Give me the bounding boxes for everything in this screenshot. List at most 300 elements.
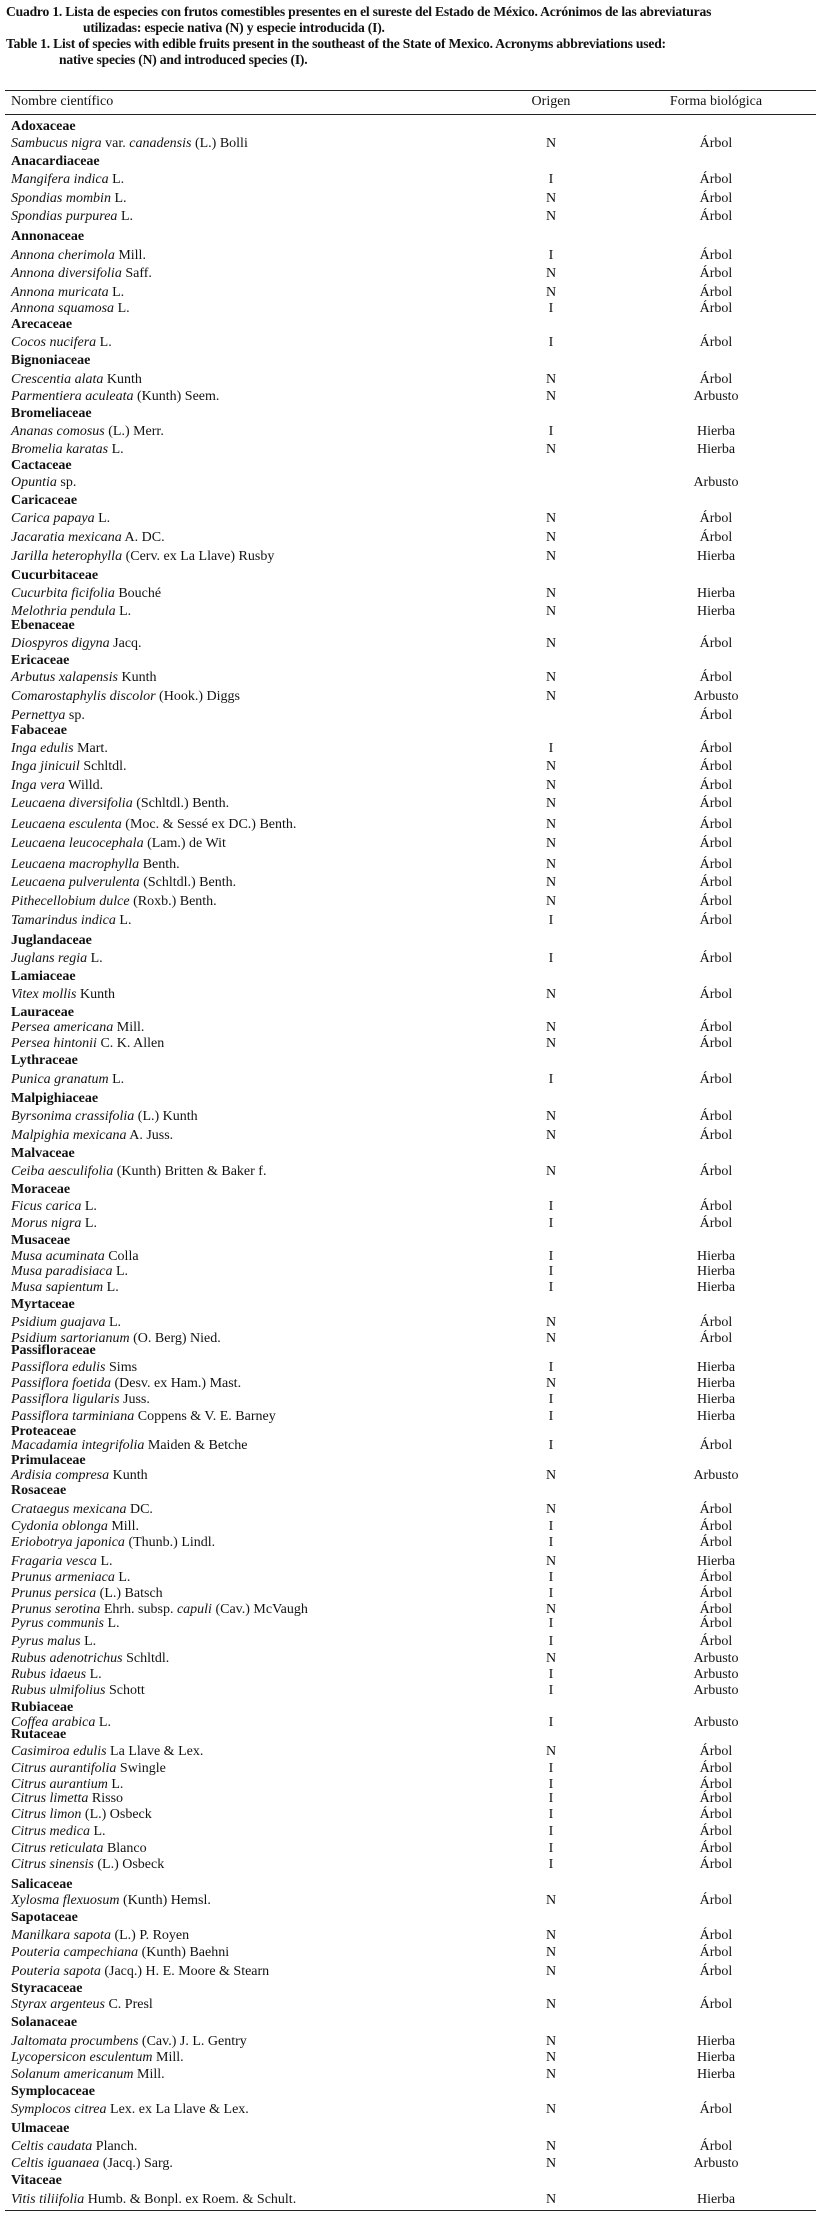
table-row — [0, 1806, 822, 1823]
table-row — [0, 2155, 822, 2172]
family-name: Cucurbitaceae — [11, 568, 99, 583]
table-row — [0, 548, 822, 565]
origin-cell: I — [548, 1616, 554, 1631]
origin-cell: I — [548, 1216, 554, 1231]
form-cell: Hierba — [696, 1554, 736, 1569]
form-cell: Árbol — [699, 1841, 733, 1856]
form-cell: Árbol — [699, 335, 733, 350]
species-name: Cocos nucifera L. — [11, 335, 112, 350]
table-row — [0, 1314, 822, 1331]
species-name: Citrus reticulata Blanco — [11, 1841, 147, 1856]
species-name: Persea americana Mill. — [11, 1020, 145, 1035]
origin-cell: N — [545, 689, 557, 704]
origin-cell: N — [545, 604, 557, 619]
table-row — [0, 334, 822, 351]
family-row — [0, 2083, 822, 2100]
species-name: Opuntia sp. — [11, 475, 77, 490]
origin-cell: I — [548, 1586, 554, 1601]
family-row — [0, 457, 822, 474]
form-cell: Hierba — [696, 549, 736, 564]
species-name: Inga edulis Mart. — [11, 741, 108, 756]
form-cell: Árbol — [699, 2102, 733, 2117]
form-cell: Hierba — [696, 2067, 736, 2082]
form-cell: Árbol — [699, 1761, 733, 1776]
form-cell: Árbol — [699, 1128, 733, 1143]
form-cell: Árbol — [699, 1945, 733, 1960]
origin-cell: N — [545, 875, 557, 890]
species-name: Inga vera Willd. — [11, 778, 104, 793]
form-cell: Árbol — [699, 1616, 733, 1631]
header-form: Forma biológica — [669, 94, 763, 109]
table-row — [0, 1790, 822, 1807]
table-row — [0, 893, 822, 910]
origin-cell: N — [545, 549, 557, 564]
form-cell: Árbol — [699, 1997, 733, 2012]
species-name: Prunus armeniaca L. — [11, 1570, 131, 1585]
form-cell: Árbol — [699, 778, 733, 793]
family-name: Myrtaceae — [11, 1297, 75, 1312]
table-row — [0, 371, 822, 388]
family-name: Cactaceae — [11, 458, 72, 473]
form-cell: Árbol — [699, 1602, 733, 1617]
origin-cell: I — [548, 913, 554, 928]
table-row — [0, 1840, 822, 1857]
origin-cell: I — [548, 1360, 554, 1375]
table-caption-english — [6, 36, 818, 67]
form-cell: Árbol — [699, 951, 733, 966]
origin-cell: N — [545, 191, 557, 206]
family-name: Malvaceae — [11, 1146, 75, 1161]
species-name: Crataegus mexicana DC. — [11, 1502, 153, 1517]
table-row — [0, 1279, 822, 1296]
form-cell: Árbol — [699, 285, 733, 300]
species-name: Malpighia mexicana A. Juss. — [11, 1128, 174, 1143]
species-name: Passiflora ligularis Juss. — [11, 1392, 150, 1407]
origin-cell: N — [545, 1331, 557, 1346]
form-cell: Arbusto — [693, 1667, 739, 1682]
family-row — [0, 567, 822, 584]
table-row — [0, 950, 822, 967]
table-row — [0, 1375, 822, 1392]
origin-cell: N — [545, 1945, 557, 1960]
table-row — [0, 986, 822, 1003]
form-cell: Árbol — [699, 670, 733, 685]
table-row — [0, 856, 822, 873]
origin-cell: N — [545, 2102, 557, 2117]
header-origin: Origen — [531, 94, 571, 109]
table-row — [0, 300, 822, 317]
species-name: Melothria pendula L. — [11, 604, 132, 619]
table-row — [0, 2066, 822, 2083]
family-name: Ericaceae — [11, 653, 70, 668]
family-name: Vitaceae — [11, 2173, 62, 2188]
origin-cell: I — [548, 424, 554, 439]
species-name: Annona squamosa L. — [11, 301, 130, 316]
form-cell: Árbol — [699, 1586, 733, 1601]
family-name: Musaceae — [11, 1233, 71, 1248]
form-cell: Árbol — [699, 172, 733, 187]
table-row — [0, 1760, 822, 1777]
form-cell: Árbol — [699, 301, 733, 316]
species-name: Vitis tiliifolia Humb. & Bonpl. ex Roem. & Schult. — [11, 2192, 297, 2207]
form-cell: Árbol — [699, 1036, 733, 1051]
table-row — [0, 2049, 822, 2066]
table-row — [0, 1743, 822, 1760]
form-cell: Hierba — [696, 1264, 736, 1279]
form-cell: Árbol — [699, 1570, 733, 1585]
form-cell: Árbol — [699, 1928, 733, 1943]
table-row — [0, 2191, 822, 2208]
form-cell: Árbol — [699, 1164, 733, 1179]
origin-cell: N — [545, 266, 557, 281]
family-name: Lauraceae — [11, 1005, 74, 1020]
form-cell: Hierba — [696, 1360, 736, 1375]
form-cell: Arbusto — [693, 2156, 739, 2171]
form-cell: Árbol — [699, 372, 733, 387]
origin-cell: I — [548, 1519, 554, 1534]
species-name: Musa sapientum L. — [11, 1280, 119, 1295]
table-top-rule — [5, 90, 816, 91]
origin-cell: N — [545, 670, 557, 685]
origin-cell: N — [545, 2034, 557, 2049]
table-row — [0, 1501, 822, 1518]
family-row — [0, 652, 822, 669]
header-name: Nombre científico — [11, 94, 114, 109]
species-name: Ardisia compresa Kunth — [11, 1468, 148, 1483]
table-row — [0, 2033, 822, 2050]
origin-cell: N — [545, 636, 557, 651]
species-name: Leucaena diversifolia (Schltdl.) Benth. — [11, 796, 230, 811]
family-name: Ulmaceae — [11, 2121, 70, 2136]
species-name: Inga jinicuil Schltdl. — [11, 759, 127, 774]
species-name: Pyrus malus L. — [11, 1634, 97, 1649]
species-name: Leucaena pulverulenta (Schltdl.) Benth. — [11, 875, 237, 890]
table-row — [0, 171, 822, 188]
origin-cell: N — [545, 857, 557, 872]
table-row — [0, 1944, 822, 1961]
form-cell: Árbol — [699, 209, 733, 224]
table-row — [0, 1633, 822, 1650]
table-row — [0, 688, 822, 705]
origin-cell: I — [548, 1807, 554, 1822]
species-name: Leucaena esculenta (Moc. & Sessé ex DC.) Benth. — [11, 817, 297, 832]
family-name: Rubiaceae — [11, 1700, 74, 1715]
family-name: Lamiaceae — [11, 969, 76, 984]
table-row — [0, 1996, 822, 2013]
table-row — [0, 912, 822, 929]
origin-cell: N — [545, 1109, 557, 1124]
species-name: Parmentiera aculeata (Kunth) Seem. — [11, 389, 220, 404]
species-name: Celtis caudata Planch. — [11, 2139, 138, 2154]
origin-cell: N — [545, 2156, 557, 2171]
origin-cell: N — [545, 442, 557, 457]
family-name: Anacardiaceae — [11, 154, 100, 169]
family-row — [0, 1726, 822, 1743]
species-name: Symplocos citrea Lex. ex La Llave & Lex. — [11, 2102, 249, 2117]
species-name: Styrax argenteus C. Presl — [11, 1997, 153, 2012]
table-row — [0, 265, 822, 282]
form-cell: Árbol — [699, 636, 733, 651]
form-cell: Arbusto — [693, 1715, 739, 1730]
family-row — [0, 1052, 822, 1069]
table-row — [0, 1534, 822, 1551]
species-name: Lycopersicon esculentum Mill. — [11, 2050, 184, 2065]
table-caption-spanish — [6, 4, 818, 35]
origin-cell: N — [545, 1128, 557, 1143]
table-row — [0, 1263, 822, 1280]
table-row — [0, 208, 822, 225]
form-cell: Árbol — [699, 817, 733, 832]
origin-cell: N — [545, 1744, 557, 1759]
form-cell: Hierba — [696, 1409, 736, 1424]
origin-cell: N — [545, 1036, 557, 1051]
form-cell: Árbol — [699, 248, 733, 263]
form-cell: Árbol — [699, 987, 733, 1002]
table-row — [0, 529, 822, 546]
form-cell: Arbusto — [693, 389, 739, 404]
caption-es-line1: Cuadro 1. Lista de especies con frutos comestibles presentes en el sureste del Estado de México. Acrónimos de las abreviaturas — [6, 4, 712, 19]
family-name: Symplocaceae — [11, 2084, 95, 2099]
table-row — [0, 1518, 822, 1535]
origin-cell: I — [548, 1824, 554, 1839]
table-row — [0, 758, 822, 775]
origin-cell: N — [545, 796, 557, 811]
table-row — [0, 441, 822, 458]
family-name: Caricaceae — [11, 493, 78, 508]
species-name: Manilkara sapota (L.) P. Royen — [11, 1928, 190, 1943]
family-name: Styracaceae — [11, 1981, 83, 1996]
species-name: Fragaria vesca L. — [11, 1554, 113, 1569]
origin-cell: I — [548, 1667, 554, 1682]
species-name: Punica granatum L. — [11, 1072, 125, 1087]
species-name: Pouteria campechiana (Kunth) Baehni — [11, 1945, 230, 1960]
family-name: Malpighiaceae — [11, 1091, 99, 1106]
species-name: Cydonia oblonga Mill. — [11, 1519, 139, 1534]
form-cell: Árbol — [699, 1824, 733, 1839]
species-name: Pyrus communis L. — [11, 1616, 120, 1631]
origin-cell: N — [545, 1554, 557, 1569]
origin-cell: I — [548, 1841, 554, 1856]
table-bottom-rule — [5, 2210, 816, 2211]
species-name: Leucaena leucocephala (Lam.) de Wit — [11, 836, 226, 851]
family-name: Rutaceae — [11, 1727, 67, 1742]
form-cell: Árbol — [699, 1315, 733, 1330]
species-name: Rubus ulmifolius Schott — [11, 1683, 145, 1698]
form-cell: Árbol — [699, 708, 733, 723]
species-name: Xylosma flexuosum (Kunth) Hemsl. — [11, 1893, 211, 1908]
origin-cell: N — [545, 2139, 557, 2154]
table-row — [0, 190, 822, 207]
origin-cell: N — [545, 2067, 557, 2082]
origin-cell: I — [548, 1570, 554, 1585]
species-name: Psidium guajava L. — [11, 1315, 122, 1330]
species-name: Pouteria sapota (Jacq.) H. E. Moore & Stearn — [11, 1964, 270, 1979]
family-name: Ebenaceae — [11, 618, 75, 633]
species-name: Rubus adenotrichus Schltdl. — [11, 1651, 170, 1666]
table-row — [0, 1666, 822, 1683]
form-cell: Árbol — [699, 836, 733, 851]
table-row — [0, 816, 822, 833]
table-row — [0, 1553, 822, 1570]
form-cell: Arbusto — [693, 1683, 739, 1698]
form-cell: Árbol — [699, 2139, 733, 2154]
table-row — [0, 135, 822, 152]
table-row — [0, 1682, 822, 1699]
species-name: Sambucus nigra var. canadensis (L.) Bolli — [11, 136, 248, 151]
form-cell: Arbusto — [693, 689, 739, 704]
species-name: Morus nigra L. — [11, 1216, 97, 1231]
form-cell: Árbol — [699, 1893, 733, 1908]
origin-cell: N — [545, 1502, 557, 1517]
form-cell: Árbol — [699, 136, 733, 151]
family-row — [0, 1145, 822, 1162]
species-name: Passiflora tarminiana Coppens & V. E. Barney — [11, 1409, 276, 1424]
family-name: Juglandaceae — [11, 933, 92, 948]
origin-cell: N — [545, 1964, 557, 1979]
species-name: Coffea arabica L. — [11, 1715, 111, 1730]
species-name: Spondias purpurea L. — [11, 209, 133, 224]
species-name: Prunus persica (L.) Batsch — [11, 1586, 163, 1601]
caption-es-line2: utilizadas: especie nativa (N) y especie introducida (I). — [83, 19, 385, 35]
species-name: Pithecellobium dulce (Roxb.) Benth. — [11, 894, 217, 909]
origin-cell: N — [545, 1020, 557, 1035]
family-row — [0, 405, 822, 422]
table-row — [0, 1108, 822, 1125]
species-name: Eriobotrya japonica (Thunb.) Lindl. — [11, 1535, 216, 1550]
table-row — [0, 1127, 822, 1144]
origin-cell: N — [545, 530, 557, 545]
table-row — [0, 1569, 822, 1586]
family-row — [0, 1980, 822, 1997]
species-name: Leucaena macrophylla Benth. — [11, 857, 180, 872]
species-name: Bromelia karatas L. — [11, 442, 124, 457]
species-name: Ficus carica L. — [11, 1199, 97, 1214]
family-name: Proteaceae — [11, 1424, 77, 1439]
form-cell: Hierba — [696, 1376, 736, 1391]
species-name: Citrus sinensis (L.) Osbeck — [11, 1857, 165, 1872]
origin-cell: I — [548, 1535, 554, 1550]
form-cell: Arbusto — [693, 1468, 739, 1483]
form-cell: Árbol — [699, 796, 733, 811]
origin-cell: I — [548, 1777, 554, 1792]
species-name: Diospyros digyna Jacq. — [11, 636, 142, 651]
table-header-rule — [5, 114, 816, 115]
species-name: Pernettya sp. — [11, 708, 85, 723]
form-cell: Árbol — [699, 1857, 733, 1872]
family-name: Salicaceae — [11, 1877, 73, 1892]
table-row — [0, 388, 822, 405]
origin-cell: I — [548, 301, 554, 316]
species-name: Rubus idaeus L. — [11, 1667, 102, 1682]
table-row — [0, 1391, 822, 1408]
origin-cell: I — [548, 1199, 554, 1214]
form-cell: Árbol — [699, 1072, 733, 1087]
origin-cell: N — [545, 372, 557, 387]
origin-cell: N — [545, 1602, 557, 1617]
family-name: Passifloraceae — [11, 1343, 96, 1358]
species-name: Ananas comosus (L.) Merr. — [11, 424, 164, 439]
table-row — [0, 1892, 822, 1909]
table-row — [0, 1359, 822, 1376]
origin-cell: I — [548, 1857, 554, 1872]
species-name: Annona muricata L. — [11, 285, 125, 300]
form-cell: Árbol — [699, 1634, 733, 1649]
origin-cell: N — [545, 759, 557, 774]
origin-cell: N — [545, 2050, 557, 2065]
origin-cell: N — [545, 1164, 557, 1179]
form-cell: Árbol — [699, 1744, 733, 1759]
family-name: Bromeliaceae — [11, 406, 92, 421]
species-name: Vitex mollis Kunth — [11, 987, 115, 1002]
form-cell: Hierba — [696, 1280, 736, 1295]
form-cell: Árbol — [699, 1438, 733, 1453]
family-name: Solanaceae — [11, 2015, 78, 2030]
family-row — [0, 932, 822, 949]
origin-cell: N — [545, 1376, 557, 1391]
table-header — [0, 92, 822, 112]
table-row — [0, 585, 822, 602]
species-name: Musa acuminata Colla — [11, 1249, 139, 1264]
origin-cell: I — [548, 1683, 554, 1698]
family-row — [0, 722, 822, 739]
origin-cell: N — [545, 1315, 557, 1330]
family-name: Fabaceae — [11, 723, 67, 738]
species-name: Citrus medica L. — [11, 1824, 106, 1839]
origin-cell: I — [548, 1438, 554, 1453]
form-cell: Hierba — [696, 2034, 736, 2049]
table-row — [0, 1071, 822, 1088]
origin-cell: N — [545, 1928, 557, 1943]
species-name: Carica papaya L. — [11, 511, 111, 526]
form-cell: Árbol — [699, 266, 733, 281]
family-name: Primulaceae — [11, 1453, 86, 1468]
form-cell: Hierba — [696, 442, 736, 457]
species-name: Citrus aurantifolia Swingle — [11, 1761, 166, 1776]
family-name: Rosaceae — [11, 1483, 67, 1498]
species-name: Musa paradisiaca L. — [11, 1264, 129, 1279]
form-cell: Hierba — [696, 1249, 736, 1264]
table-row — [0, 1019, 822, 1036]
species-name: Annona cherimola Mill. — [11, 248, 146, 263]
origin-cell: I — [548, 1761, 554, 1776]
origin-cell: N — [545, 987, 557, 1002]
table-row — [0, 635, 822, 652]
form-cell: Hierba — [696, 1392, 736, 1407]
species-name: Arbutus xalapensis Kunth — [11, 670, 157, 685]
family-row — [0, 2014, 822, 2031]
form-cell: Árbol — [699, 1331, 733, 1346]
form-cell: Hierba — [696, 424, 736, 439]
family-row — [0, 1232, 822, 1249]
table-row — [0, 2138, 822, 2155]
form-cell: Árbol — [699, 913, 733, 928]
species-name: Jacaratia mexicana A. DC. — [11, 530, 165, 545]
table-row — [0, 740, 822, 757]
form-cell: Árbol — [699, 1216, 733, 1231]
origin-cell: N — [545, 1651, 557, 1666]
family-row — [0, 1482, 822, 1499]
origin-cell: N — [545, 1893, 557, 1908]
family-row — [0, 228, 822, 245]
family-name: Lythraceae — [11, 1053, 78, 1068]
form-cell: Árbol — [699, 1535, 733, 1550]
form-cell: Árbol — [699, 1109, 733, 1124]
origin-cell: N — [545, 1997, 557, 2012]
species-name: Prunus serotina Ehrh. subsp. capuli (Cav.) McVaugh — [11, 1602, 308, 1617]
table-row — [0, 423, 822, 440]
table-row — [0, 835, 822, 852]
family-row — [0, 1296, 822, 1313]
